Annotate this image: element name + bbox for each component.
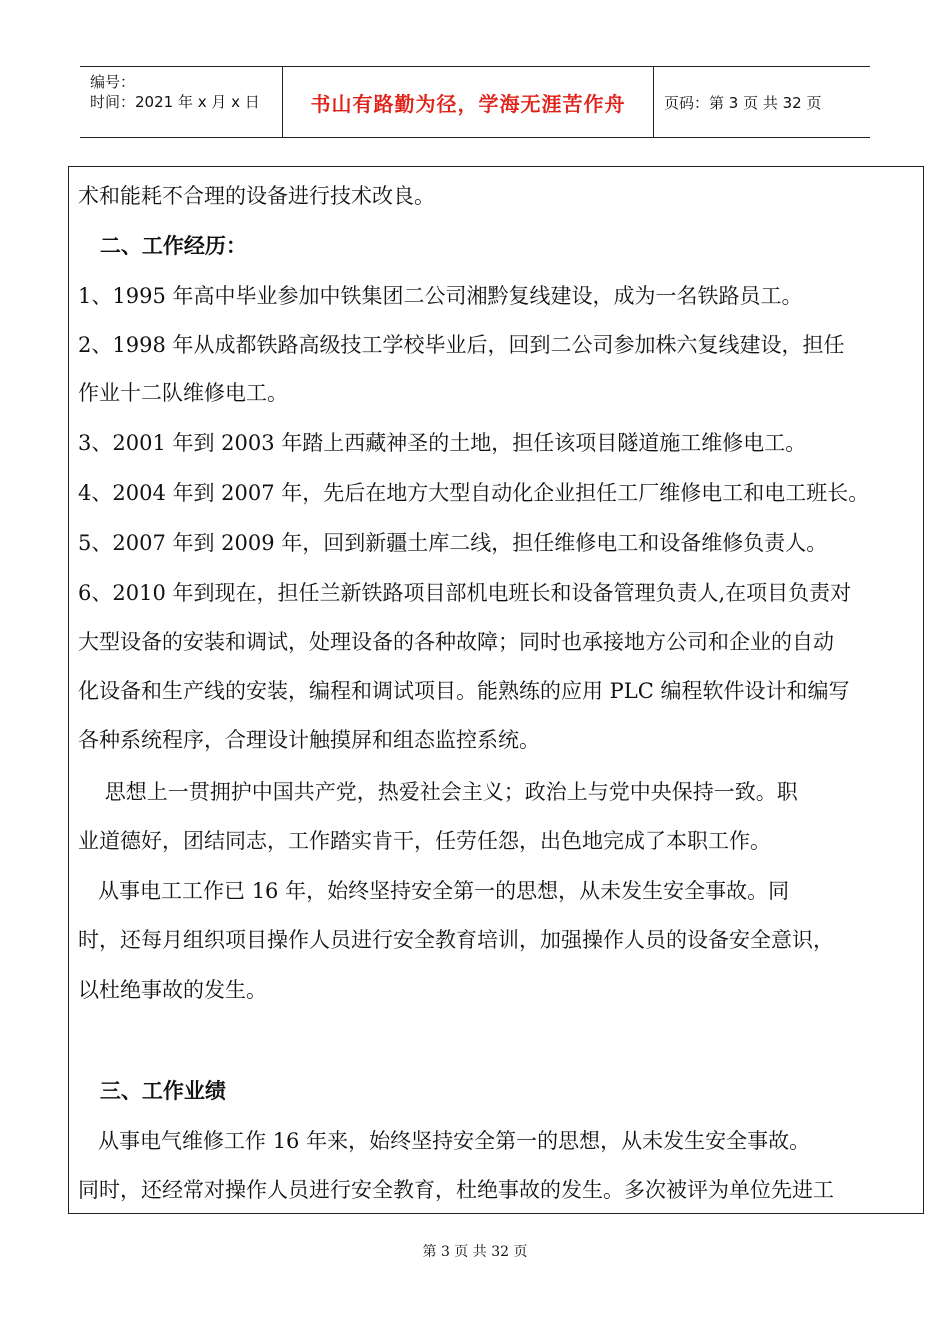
body-line: 3、2001 年到 2003 年踏上西藏神圣的土地，担任该项目隧道施工维修电工。	[78, 431, 807, 455]
page-footer: 第 3 页 共 32 页	[422, 1244, 528, 1260]
section-heading-work-experience: 二、工作经历：	[78, 233, 247, 258]
header-page-info	[654, 67, 870, 137]
body-line: 以杜绝事故的发生。	[78, 978, 267, 1002]
body-line: 化设备和生产线的安装，编程和调试项目。能熟练的应用 PLC 编程软件设计和编写	[78, 679, 850, 703]
body-line: 作业十二队维修电工。	[78, 381, 288, 405]
body-line: 业道德好，团结同志，工作踏实肯干，任劳任怨，出色地完成了本职工作。	[78, 829, 771, 853]
body-line: 从事电气维修工作 16 年来，始终坚持安全第一的思想，从未发生安全事故。	[78, 1129, 811, 1153]
body-line: 5、2007 年到 2009 年，回到新疆土库二线，担任维修电工和设备维修负责人。	[78, 531, 828, 555]
header-motto-cell	[282, 67, 654, 137]
body-line: 4、2004 年到 2007 年，先后在地方大型自动化企业担任工厂维修电工和电工班长。	[78, 481, 870, 505]
body-line: 时，还每月组织项目操作人员进行安全教育培训，加强操作人员的设备安全意识，	[78, 928, 834, 952]
body-line: 6、2010 年到现在，担任兰新铁路项目部机电班长和设备管理负责人,在项目负责对	[78, 581, 852, 605]
body-line: 术和能耗不合理的设备进行技术改良。	[78, 184, 435, 208]
body-line: 思想上一贯拥护中国共产党，热爱社会主义；政治上与党中央保持一致。职	[78, 780, 798, 804]
time-label: 时间：2021 年 x 月 x 日	[90, 93, 260, 111]
body-line: 从事电工工作已 16 年，始终坚持安全第一的思想，从未发生安全事故。同	[78, 879, 790, 903]
header-meta	[80, 67, 282, 137]
page-info-text: 页码：第 3 页 共 32 页	[664, 93, 822, 112]
content-box	[68, 166, 924, 1214]
number-label: 编号：	[90, 73, 136, 91]
body-line: 2、1998 年从成都铁路高级技工学校毕业后，回到二公司参加株六复线建设，担任	[78, 333, 845, 357]
body-line: 1、1995 年高中毕业参加中铁集团二公司湘黔复线建设，成为一名铁路员工。	[78, 284, 803, 308]
body-line: 同时，还经常对操作人员进行安全教育，杜绝事故的发生。多次被评为单位先进工	[78, 1178, 834, 1202]
body-line: 大型设备的安装和调试，处理设备的各种故障；同时也承接地方公司和企业的自动	[78, 630, 834, 654]
body-line: 各种系统程序，合理设计触摸屏和组态监控系统。	[78, 728, 540, 752]
page-header	[80, 66, 870, 138]
section-heading-achievements: 三、工作业绩	[78, 1078, 226, 1103]
motto-text: 书山有路勤为径，学海无涯苦作舟	[310, 91, 626, 116]
